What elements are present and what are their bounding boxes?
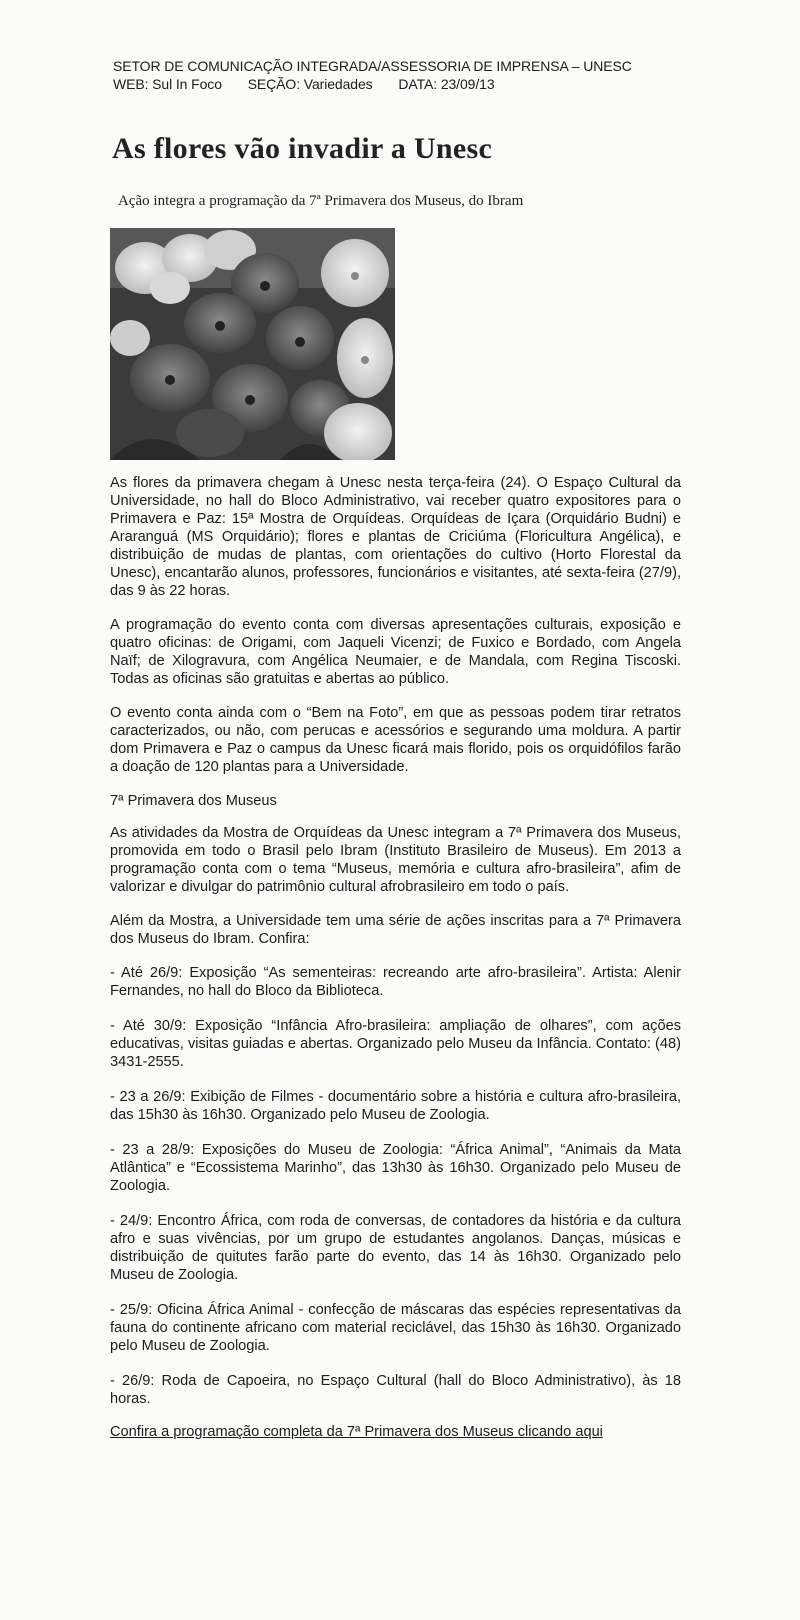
header-sector: SETOR DE COMUNICAÇÃO INTEGRADA/ASSESSORIA DE IMPRENSA – UNESC [113,58,632,74]
event-item: - 23 a 28/9: Exposições do Museu de Zoologia: “África Animal”, “Animais da Mata Atlântica” e “Ecossistema Marinho”, das 13h30 às 16h30. Organizado pelo Museu de Zoologia. [110,1142,681,1194]
article-body [110,474,681,1441]
paragraph-1: As flores da primavera chegam à Unesc nesta terça-feira (24). O Espaço Cultural da Universidade, no hall do Bloco Administrativo, vai receber quatro expositores para o Primavera e Paz: 15ª Mostra de Orquídeas. Orquídeas de Içara (Orquidário Budni) e Araranguá (MS Orquidário); flores e plantas de Criciúma (Floricultura Angélica), e distribuição de mudas de plantas, com orientações do cultivo (Horto Florestal da Unesc), encantarão alunos, professores, funcionários e visitantes, até sexta-feira (27/9), das 9 às 22 horas. [110,475,681,599]
paragraph-5: Além da Mostra, a Universidade tem uma série de ações inscritas para a 7ª Primavera dos Museus do Ibram. Confira: [110,913,681,947]
header-web: WEB: Sul In Foco [113,76,222,92]
article-title: As flores vão invadir a Unesc [112,132,493,165]
header-meta [113,75,632,93]
orchid-image [110,228,395,460]
event-item: - 24/9: Encontro África, com roda de conversas, de contadores da história e da cultura afro e suas vivências, por um grupo de estudantes angolanos. Danças, músicas e distribuição de quitutes farão parte do evento, das 14 às 16h30. Organizado pelo Museu de Zoologia. [110,1213,681,1283]
event-item: - Até 26/9: Exposição “As sementeiras: recreando arte afro-brasileira”. Artista: Alenir Fernandes, no hall do Bloco da Biblioteca. [110,965,681,999]
orchid-photo [110,228,395,460]
header-section: SEÇÃO: Variedades [247,76,373,92]
article-subtitle: Ação integra a programação da 7ª Primavera dos Museus, do Ibram [118,193,524,209]
clipping-header [113,57,632,93]
event-item: - 23 a 26/9: Exibição de Filmes - documentário sobre a história e cultura afro-brasileira, das 15h30 às 16h30. Organizado pelo Museu de Zoologia. [110,1089,681,1123]
event-item: - 26/9: Roda de Capoeira, no Espaço Cultural (hall do Bloco Administrativo), às 18 horas. [110,1373,681,1407]
event-item: - 25/9: Oficina África Animal - confecção de máscaras das espécies representativas da fauna do continente africano com material reciclável, das 15h30 às 16h30. Organizado pelo Museu de Zoologia. [110,1302,681,1354]
paragraph-3: O evento conta ainda com o “Bem na Foto”, em que as pessoas podem tirar retratos caracterizados, ou não, com perucas e acessórios e segurando uma moldura. A partir dom Primavera e Paz o campus da Unesc ficará mais florido, pois os orquidófilos farão a doação de 120 plantas para a Universidade. [110,705,681,775]
header-date: DATA: 23/09/13 [398,76,495,92]
paragraph-2: A programação do evento conta com diversas apresentações culturais, exposição e quatro oficinas: de Origami, com Jaqueli Vicenzi; de Fuxico e Bordado, com Angela Naïf; de Xilogravura, com Angélica Neumaier, e de Mandala, com Regina Tiscoski. Todas as oficinas são gratuitas e abertas ao público. [110,617,681,687]
paragraph-4: As atividades da Mostra de Orquídeas da Unesc integram a 7ª Primavera dos Museus, promovida em todo o Brasil pelo Ibram (Instituto Brasileiro de Museus). Em 2013 a programação conta com o tema “Museus, memória e cultura afro-brasileira”, afim de valorizar e divulgar do patrimônio cultural afrobrasileiro em todo o país. [110,825,681,895]
event-item: - Até 30/9: Exposição “Infância Afro-brasileira: ampliação de olhares”, com ações educativas, visitas guiadas e abertas. Organizado pelo Museu da Infância. Contato: (48) 3431-2555. [110,1018,681,1070]
section-heading: 7ª Primavera dos Museus [110,793,277,809]
full-program-link[interactable]: Confira a programação completa da 7ª Primavera dos Museus clicando aqui [110,1424,603,1440]
